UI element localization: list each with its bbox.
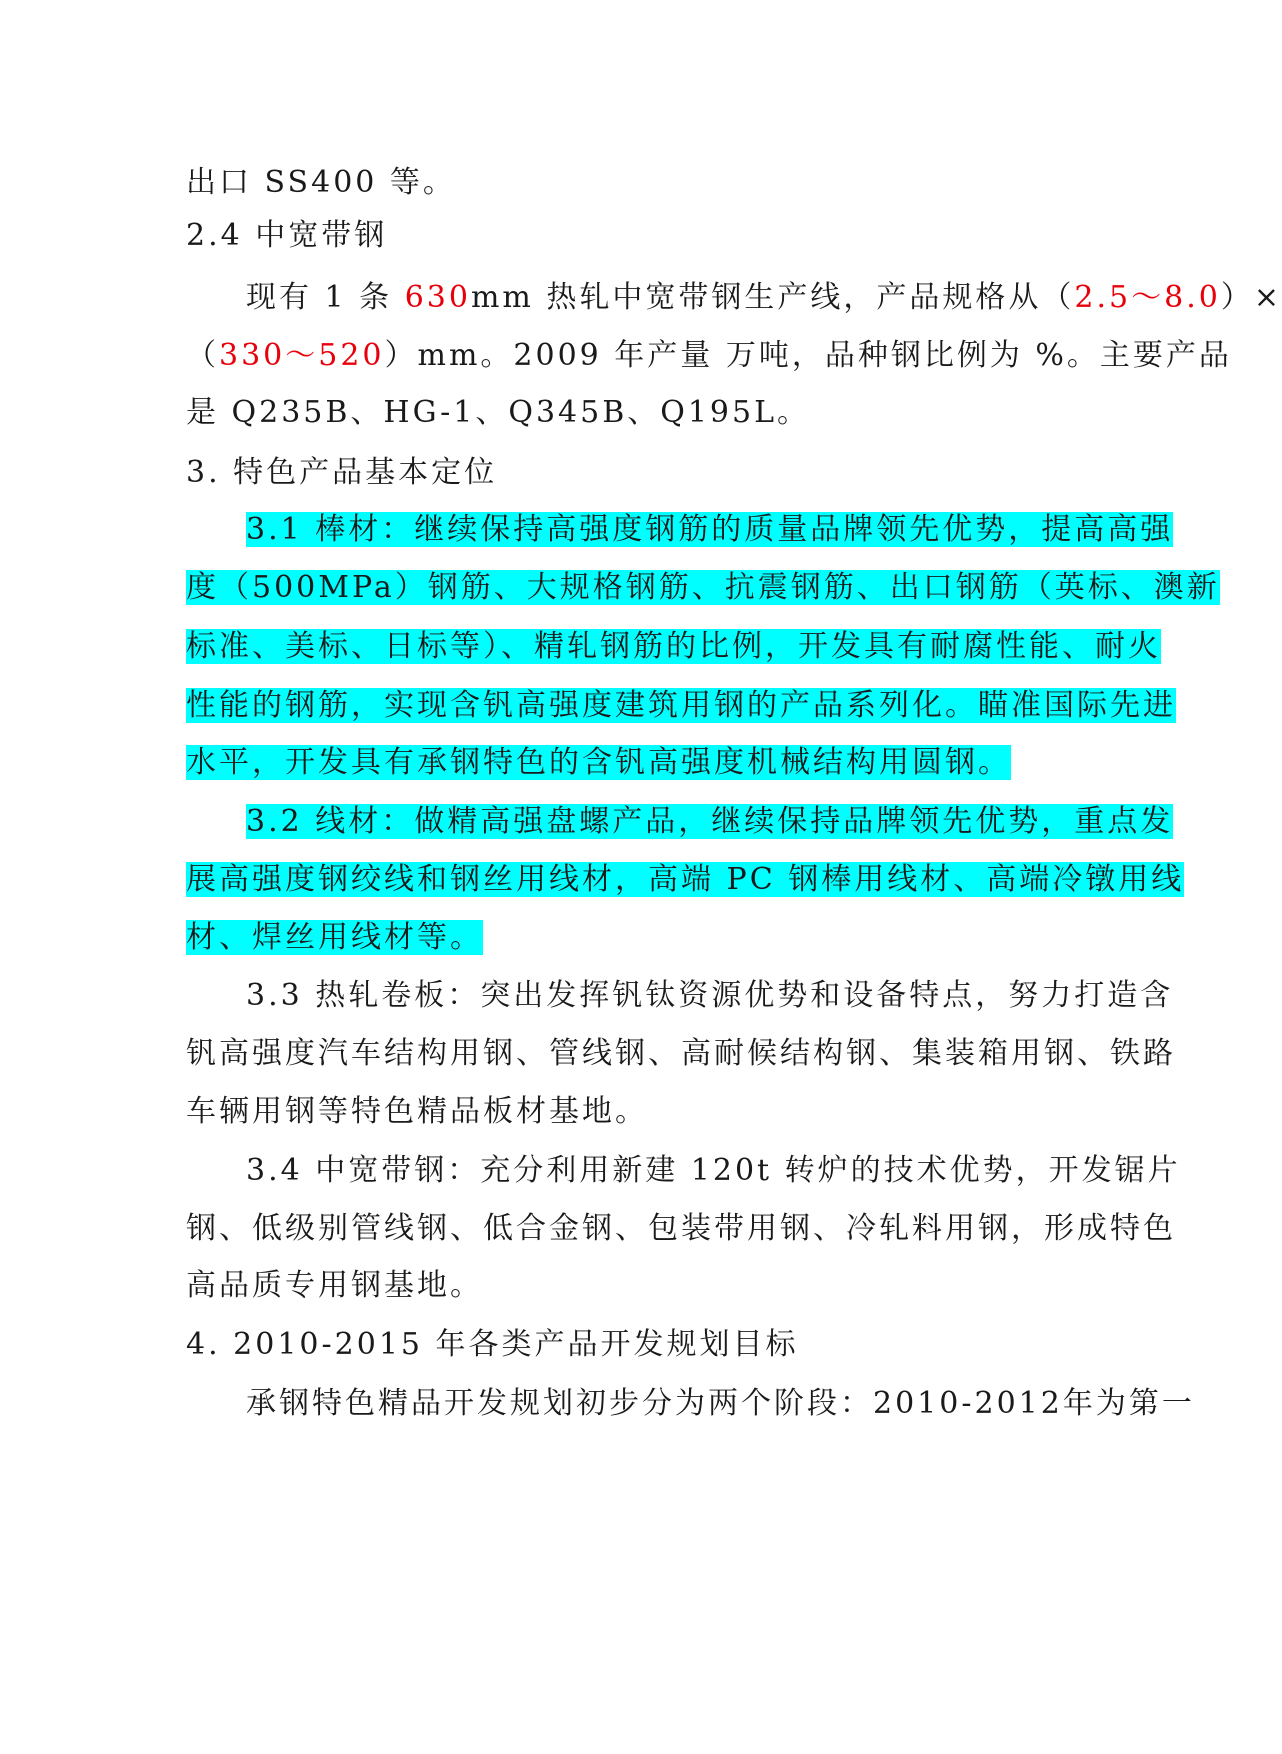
paragraph-line [246,1384,1195,1424]
paragraph-line [246,1151,1181,1191]
text-span: 3.3 热轧卷板：突出发挥钒钛资源优势和设备特点，努力打造含 [246,978,1174,1013]
red-value: 330～520 [219,338,385,373]
highlighted-text: 材、焊丝用线材等。 [186,920,483,955]
highlighted-line [186,918,1056,958]
highlighted-line [186,568,1220,608]
highlighted-line [246,510,1174,550]
section-heading-4 [186,1325,1056,1365]
highlighted-line [186,743,1056,783]
heading-text: 2.4 中宽带钢 [186,218,388,253]
highlighted-line [186,686,1176,726]
paragraph-line [186,1092,1056,1132]
section-heading-2-4 [186,216,1056,256]
text-span: 3.4 中宽带钢：充分利用新建 120t 转炉的技术优势，开发锯片 [246,1153,1181,1188]
paragraph-line [246,278,1282,318]
text-span: 承钢特色精品开发规划初步分为两个阶段：2010-2012年为第一 [246,1386,1195,1421]
paragraph-line [186,1266,1056,1306]
heading-text: 4. 2010-2015 年各类产品开发规划目标 [186,1327,799,1362]
highlighted-text: 水平，开发具有承钢特色的含钒高强度机械结构用圆钢。 [186,745,1011,780]
text-span: 出口 SS400 等。 [186,165,456,200]
highlighted-text: 展高强度钢绞线和钢丝用线材，高端 PC 钢棒用线材、高端冷镦用线 [186,862,1185,897]
text-span: 现有 1 条 [246,280,405,315]
text-span: ）mm。2009 年产量 万吨，品种钢比例为 %。主要产品 [384,338,1232,373]
paragraph-line [246,976,1174,1016]
text-span: （ [186,338,219,373]
paragraph-line [186,163,1056,203]
text-span: mm 热轧中宽带钢生产线，产品规格从（ [470,280,1075,315]
paragraph-line [186,393,1056,433]
highlighted-line [186,627,1161,667]
red-value: 630 [404,280,471,315]
text-span: 钒高强度汽车结构用钢、管线钢、高耐候结构钢、集装箱用钢、铁路 [186,1036,1176,1071]
highlighted-text: 3.1 棒材：继续保持高强度钢筋的质量品牌领先优势，提高高强 [246,512,1174,547]
text-span: ）× [1220,280,1282,315]
text-span: 车辆用钢等特色精品板材基地。 [186,1094,648,1129]
highlighted-text: 标准、美标、日标等）、精轧钢筋的比例，开发具有耐腐性能、耐火 [186,629,1161,664]
paragraph-line [186,1209,1176,1249]
section-heading-3 [186,453,1056,493]
highlighted-text: 度（500MPa）钢筋、大规格钢筋、抗震钢筋、出口钢筋（英标、澳新 [186,570,1220,605]
text-span: 高品质专用钢基地。 [186,1268,483,1303]
paragraph-line [186,336,1232,376]
highlighted-line [246,802,1174,842]
highlighted-text: 3.2 线材：做精高强盘螺产品，继续保持品牌领先优势，重点发 [246,804,1174,839]
heading-text: 3. 特色产品基本定位 [186,455,498,490]
paragraph-line [186,1034,1176,1074]
red-value: 2.5～8.0 [1074,280,1221,315]
highlighted-line [186,860,1185,900]
highlighted-text: 性能的钢筋，实现含钒高强度建筑用钢的产品系列化。瞄准国际先进 [186,688,1176,723]
text-span: 是 Q235B、HG-1、Q345B、Q195L。 [186,395,811,430]
text-span: 钢、低级别管线钢、低合金钢、包装带用钢、冷轧料用钢，形成特色 [186,1211,1176,1246]
